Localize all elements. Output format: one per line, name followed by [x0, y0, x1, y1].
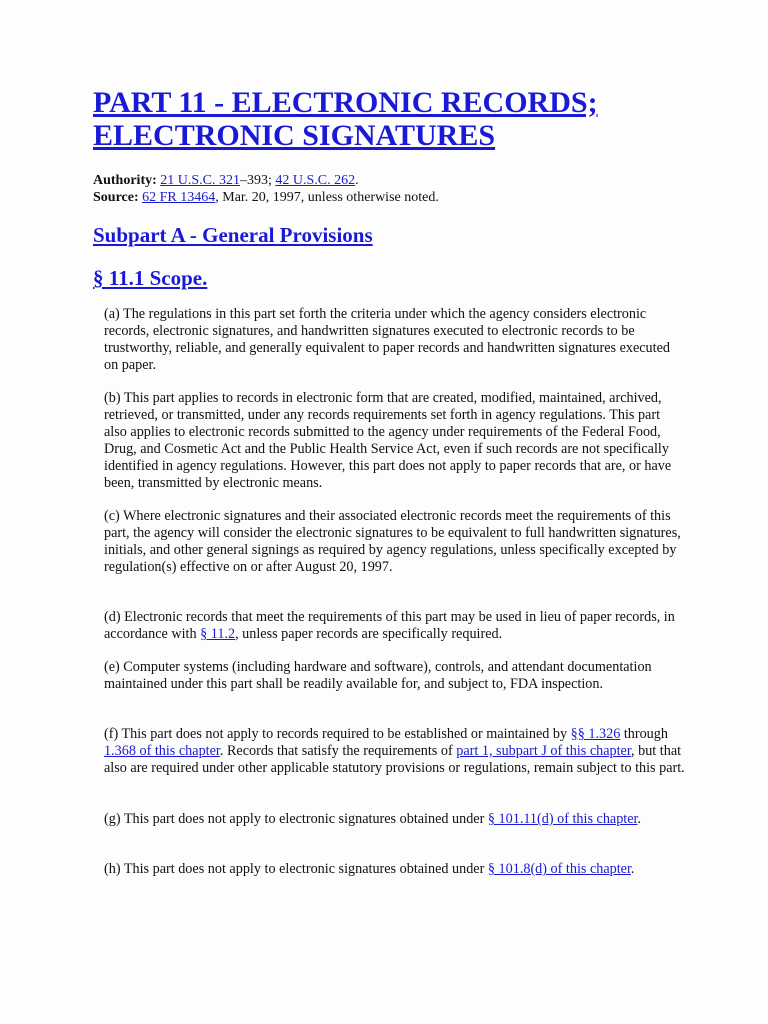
paragraph-g-text: (g) This part does not apply to electronic signatures obtained under [104, 811, 488, 827]
authority-link-42usc262[interactable]: 42 U.S.C. 262 [275, 173, 356, 188]
paragraph-g [104, 811, 686, 828]
paragraph-f [104, 726, 686, 777]
page-title-line1: PART 11 - ELECTRONIC RECORDS; [93, 86, 598, 119]
subpart-heading[interactable] [93, 223, 373, 247]
paragraph-g-text-end: . [637, 811, 642, 827]
paragraph-h-text: (h) This part does not apply to electronic signatures obtained under [104, 861, 488, 877]
section-heading[interactable] [93, 266, 207, 290]
paragraph-f-text-end: , but that also are required under other applicable statutory provisions or regulations, remain subject to this part. [104, 742, 685, 776]
paragraph-e: (e) Computer systems (including hardware and software), controls, and attendant documentation maintained under this part shall be readily available for, and subject to, FDA inspection. [104, 659, 652, 692]
paragraph-d-text-end: , unless paper records are specifically required. [235, 625, 503, 642]
page-title[interactable] [93, 86, 713, 152]
subpart-heading-link[interactable]: Subpart A - General Provisions [93, 223, 373, 247]
paragraph-c: (c) Where electronic signatures and their associated electronic records meet the requirements of this part, the agency will consider the electronic signatures to be equivalent to full handwritten signatures, initials, and other general signings as required by agency regulations, unless specifically excepted by regulation(s) effective on or after August 20, 1997. [104, 508, 681, 575]
citation-meta [93, 172, 693, 206]
authority-end: . [355, 173, 359, 188]
paragraph-d [104, 609, 686, 643]
link-section-1-326[interactable]: §§ 1.326 [570, 726, 621, 742]
page-title-line2: ELECTRONIC SIGNATURES [93, 119, 496, 152]
source-link-62fr13464[interactable]: 62 FR 13464 [142, 190, 216, 205]
paragraph-h-text-end: . [630, 861, 635, 877]
authority-mid: –393; [240, 173, 276, 188]
link-section-11-2[interactable]: § 11.2 [200, 625, 236, 642]
source-rest: , Mar. 20, 1997, unless otherwise noted. [215, 190, 439, 205]
paragraph-a: (a) The regulations in this part set forth the criteria under which the agency considers electronic records, electronic signatures, and handwritten signatures executed to electronic records to be trustworthy, reliable, and generally equivalent to paper records and handwritten signatures executed on paper. [104, 306, 670, 373]
link-section-101-11d[interactable]: § 101.11(d) of this chapter [487, 811, 638, 827]
link-part-1-subpart-j[interactable]: part 1, subpart J of this chapter [456, 742, 632, 759]
paragraph-b: (b) This part applies to records in electronic form that are created, modified, maintained, archived, retrieved, or transmitted, under any records requirements set forth in agency regulations. This part also applies to electronic records submitted to the agency under requirements of the Federal Food, Drug, and Cosmetic Act and the Public Health Service Act, even if such records are not specifically identified in agency regulations. However, this part does not apply to paper records that are, or have been, transmitted by electronic means. [104, 390, 672, 491]
paragraph-f-text-2: through [620, 726, 668, 742]
authority-label: Authority: [93, 173, 157, 188]
section-heading-link[interactable]: § 11.1 Scope. [93, 266, 208, 290]
paragraph-d-text: (d) Electronic records that meet the requirements of this part may be used in lieu of paper records, in accordance with [104, 609, 675, 642]
paragraph-h [104, 861, 686, 878]
page-title-link[interactable] [93, 86, 598, 152]
authority-link-21usc321[interactable]: 21 U.S.C. 321 [160, 173, 241, 188]
source-label: Source: [93, 190, 139, 205]
paragraph-f-text-3: . Records that satisfy the requirements of [219, 742, 457, 759]
paragraph-f-text: (f) This part does not apply to records required to be established or maintained by [104, 726, 571, 742]
link-1-368[interactable]: 1.368 of this chapter [104, 742, 220, 759]
authority-line [93, 172, 693, 189]
link-section-101-8d[interactable]: § 101.8(d) of this chapter [487, 861, 631, 877]
source-line [93, 189, 693, 206]
